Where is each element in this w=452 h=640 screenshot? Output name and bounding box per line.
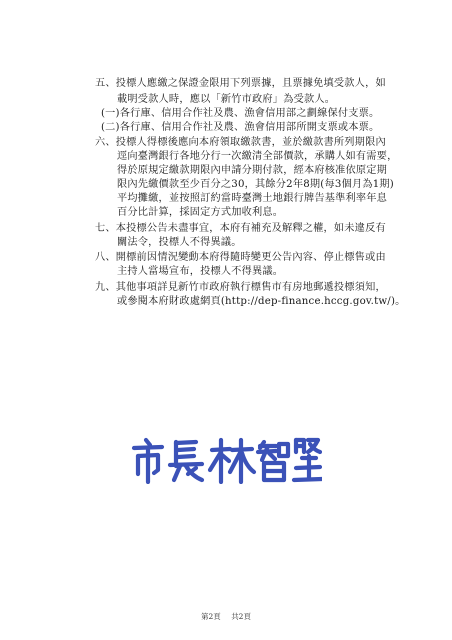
clause-6-line-2: 逕向臺灣銀行各地分行一次繳清全部價款，承購人如有需要， xyxy=(117,151,398,162)
mayor-signature xyxy=(130,436,322,484)
clause-6-line-1: 六、投標人得標後應向本府領取繳款書，並於繳款書所列期限內 xyxy=(95,137,386,148)
clause-6-line-6: 百分比計算，採固定方式加收利息。 xyxy=(117,207,284,218)
clause-8-line-2: 主持人當場宣布，投標人不得異議。 xyxy=(117,266,284,277)
clause-8-line-1: 八、開標前因情況變動本府得隨時變更公告內容、停止標售或由 xyxy=(95,252,386,263)
clause-6-line-3: 得於原規定繳款期限內申請分期付款，經本府核准依原定期 xyxy=(117,165,388,176)
clause-9-line-1: 九、其他事項詳見新竹市政府執行標售市有房地郵遞投標須知， xyxy=(95,282,386,293)
page-total: 共2頁 xyxy=(231,612,251,621)
clause-7-line-2: 關法令，投標人不得異議。 xyxy=(117,237,242,248)
page-footer xyxy=(0,612,452,622)
clause-5-item-1: (一)各行庫、信用合作社及農、漁會信用部之劃線保付支票。 xyxy=(101,108,380,119)
clause-5-line-1: 五、投標人應繳之保證金限用下列票據，且票據免填受款人，如 xyxy=(95,78,386,89)
clause-5-item-2: (二)各行庫、信用合作社及農、漁會信用部所開支票或本票。 xyxy=(101,122,380,133)
signature-image xyxy=(130,436,322,484)
clause-6-line-5: 平均攤繳，並按照訂約當時臺灣土地銀行牌告基準利率年息 xyxy=(117,193,388,204)
clause-5-line-2: 載明受款人時，應以「新竹市政府」為受款人。 xyxy=(117,94,336,105)
clause-7-line-1: 七、本投標公告未盡事宜，本府有補充及解釋之權，如未違反有 xyxy=(95,223,386,234)
page-number: 第2頁 xyxy=(201,612,221,621)
clause-9-line-2: 或參閱本府財政處網頁(http://dep-finance.hccg.gov.tw/)。 xyxy=(117,296,406,307)
clause-6-line-4: 限內先繳價款至少百分之30，其餘分2年8期(每3個月為1期) xyxy=(117,179,394,190)
